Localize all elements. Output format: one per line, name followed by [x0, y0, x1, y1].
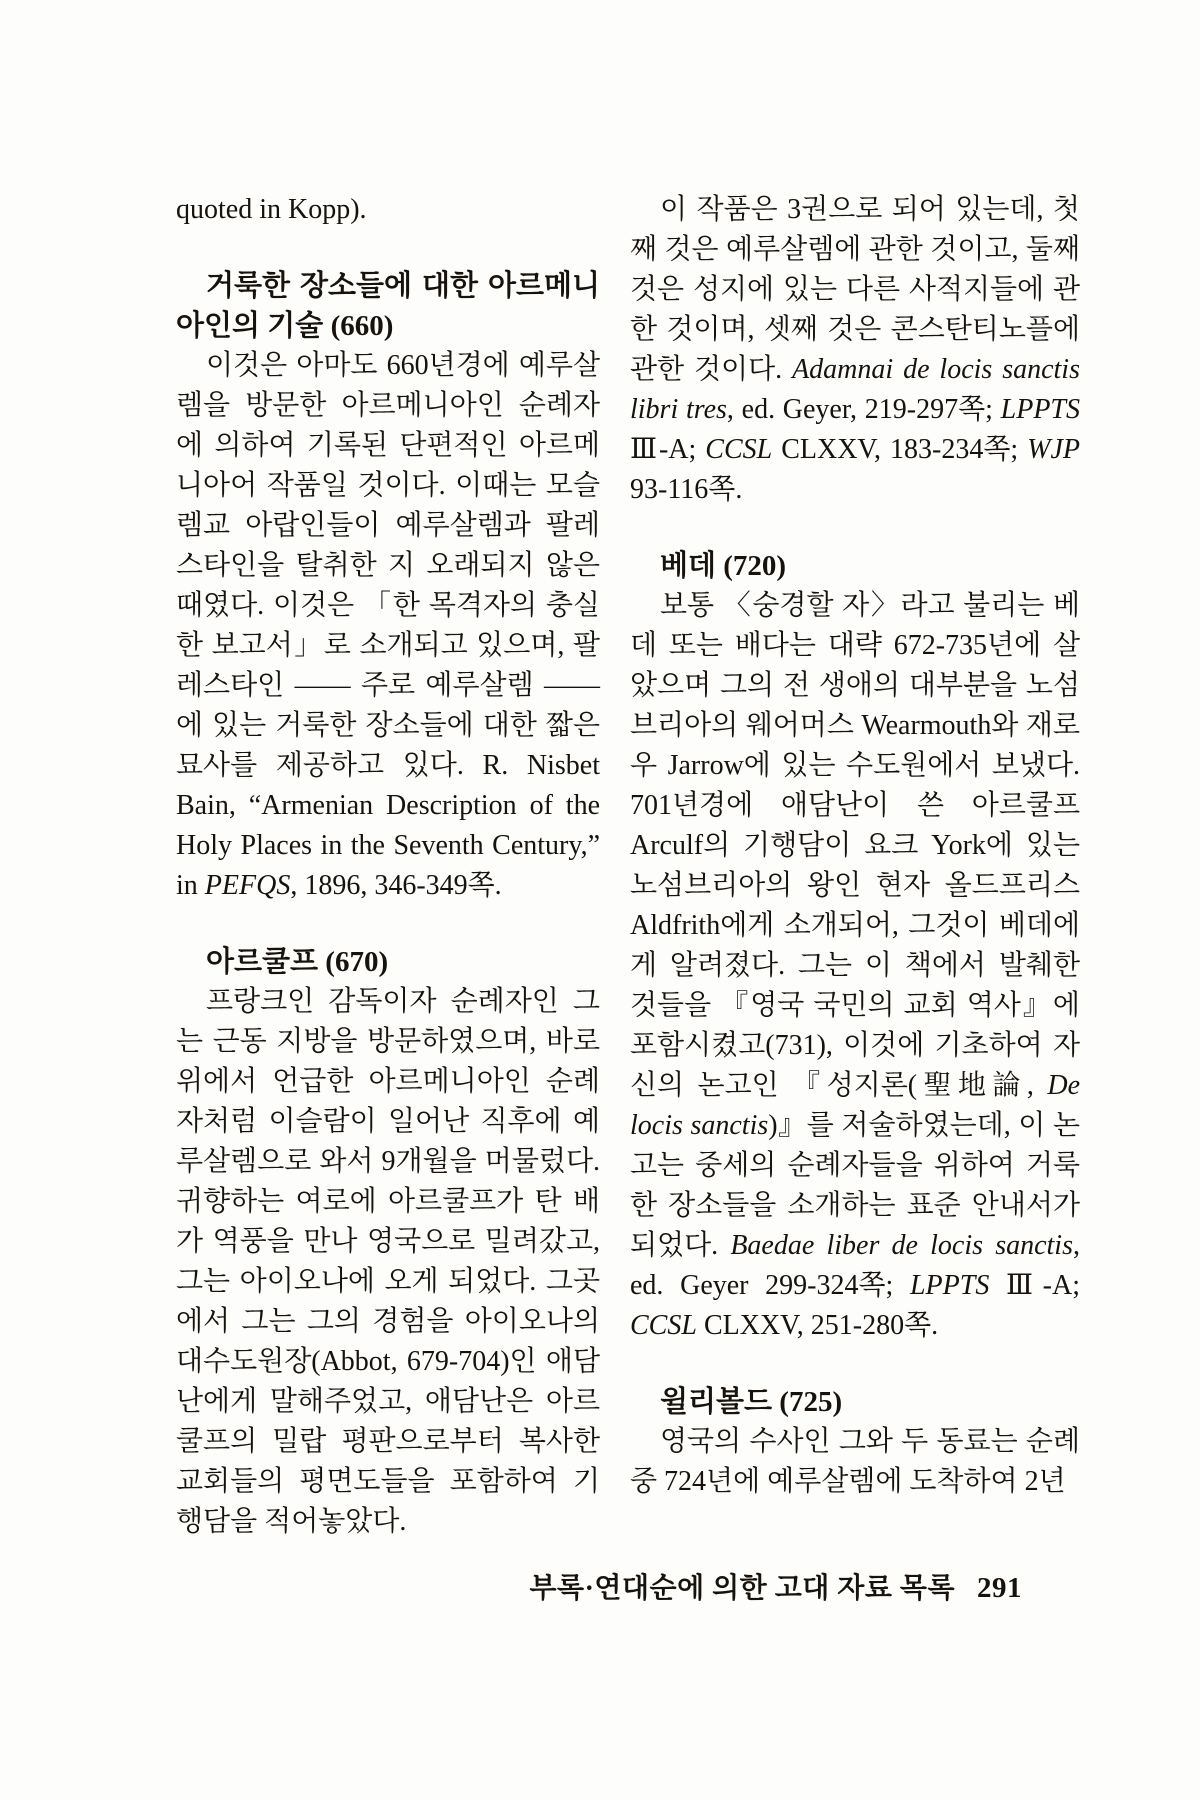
paragraph [630, 1422, 1080, 1502]
text-run: 이것은 아마도 660년경에 예루살렘을 방문한 아르메니아인 순례자에 의하여 기록된 단편적인 아르메니아어 작품일 것이다. 이때는 모슬렘교 아랍인들이 예루살렘과 팔레스타인을 탈취한 지 오래되지 않은 때였다. 이것은 「한 목격자의 충실한 보고서」로 소개되고 있으며, 팔레스타인 —— 주로 예루살렘 —— 에 있는 거룩한 장소들에 대한 짧은 묘사를 제공하고 있다. R. Nisbet Bain, “Armenian Description of the Holy Places in the Seventh Century,” in [176, 350, 600, 901]
paragraph [630, 190, 1080, 510]
italic-text-run: CCSL [705, 434, 773, 465]
text-run: )』를 저술하였는데, 이 논고는 중세의 순례자들을 위하여 거룩한 장소들을 소개하는 표준 안내서가 되었다. [630, 1110, 1080, 1261]
right-column [630, 190, 1080, 1542]
section-heading [176, 266, 600, 346]
italic-text-run: Adamnai de locis sanctis libri tres [630, 354, 1080, 425]
text-run: CLXXV, 183-234쪽; [772, 434, 1028, 465]
section-heading [630, 546, 1080, 586]
text-run: , 1896, 346-349쪽. [290, 870, 502, 901]
text-run: 베데 (720) [660, 550, 787, 582]
paragraph [176, 190, 600, 230]
text-run: 이 작품은 3권으로 되어 있는데, 첫째 것은 예루살렘에 관한 것이고, 둘째 것은 성지에 있는 다른 사적지들에 관한 것이며, 셋째 것은 콘스탄티노플에 관한 것이다. [630, 194, 1080, 385]
italic-text-run: LPPTS [909, 1270, 990, 1301]
paragraph [630, 586, 1080, 1346]
text-run: 프랑크인 감독이자 순례자인 그는 근동 지방을 방문하였으며, 바로 위에서 언급한 아르메니아인 순례자처럼 이슬람이 일어난 직후에 예루살렘으로 와서 9개월을 머물렀다. 귀향하는 여로에 아르쿨프가 탄 배가 역풍을 만나 영국으로 밀려갔고, 그는 아이오나에 오게 되었다. 그곳에서 그는 그의 경험을 아이오나의 대수도원장(Abbot, 679-704)인 애담난에게 말해주었고, 애담난은 아르쿨프의 밀랍 평판으로부터 복사한 교회들의 평면도들을 포함하여 기행담을 적어놓았다. [176, 986, 600, 1537]
text-block [176, 190, 1080, 1542]
text-run: 거룩한 장소들에 대한 아르메니아인의 기술 (660) [176, 270, 600, 342]
italic-text-run: CCSL [630, 1310, 697, 1341]
page-number: 291 [977, 1572, 1022, 1604]
text-run: , ed. Geyer, 219-297쪽; [726, 394, 1001, 425]
italic-text-run: PEFQS [204, 870, 291, 901]
italic-text-run: De locis sanctis [630, 1070, 1080, 1141]
text-run: 아르쿨프 (670) [206, 946, 389, 978]
paragraph [176, 982, 600, 1542]
text-run: Ⅲ-A; [989, 1270, 1081, 1301]
paragraph [176, 346, 600, 906]
footer-title: 부록·연대순에 의한 고대 자료 목록 [529, 1573, 955, 1604]
text-run: 93-116쪽. [630, 474, 743, 505]
text-run: CLXXV, 251-280쪽. [696, 1310, 939, 1341]
italic-text-run: LPPTS [1000, 394, 1081, 425]
text-run: quoted in Kopp). [176, 194, 367, 225]
text-run: 보통 〈숭경할 자〉라고 불리는 베데 또는 배다는 대략 672-735년에 살았으며 그의 전 생애의 대부분을 노섬브리아의 웨어머스 Wearmouth와 재로우 Jarrow에 있는 수도원에서 보냈다. 701년경에 애담난이 쓴 아르쿨프 Arculf의 기행담이 요크 York에 있는 노섬브리아의 왕인 현자 올드프리스 Aldfrith에게 소개되어, 그것이 베데에게 알려졌다. 그는 이 책에서 발췌한 것들을 『영국 국민의 교회 역사』에 포함시켰고(731), 이것에 기초하여 자신의 논고인 『성지론(聖地論, [630, 590, 1080, 1101]
text-run: , ed. Geyer 299-324쪽; [630, 1230, 1080, 1301]
running-footer [176, 1566, 1022, 1606]
text-run: 윌리볼드 (725) [660, 1386, 843, 1418]
italic-text-run: Baedae liber de locis sanctis [730, 1230, 1073, 1261]
left-column [176, 190, 600, 1542]
italic-text-run: WJP [1027, 434, 1081, 465]
section-heading [176, 942, 600, 982]
section-heading [630, 1382, 1080, 1422]
text-run: Ⅲ-A; [630, 434, 706, 465]
text-run: 영국의 수사인 그와 두 동료는 순례 중 724년에 예루살렘에 도착하여 2년 [630, 1426, 1080, 1497]
